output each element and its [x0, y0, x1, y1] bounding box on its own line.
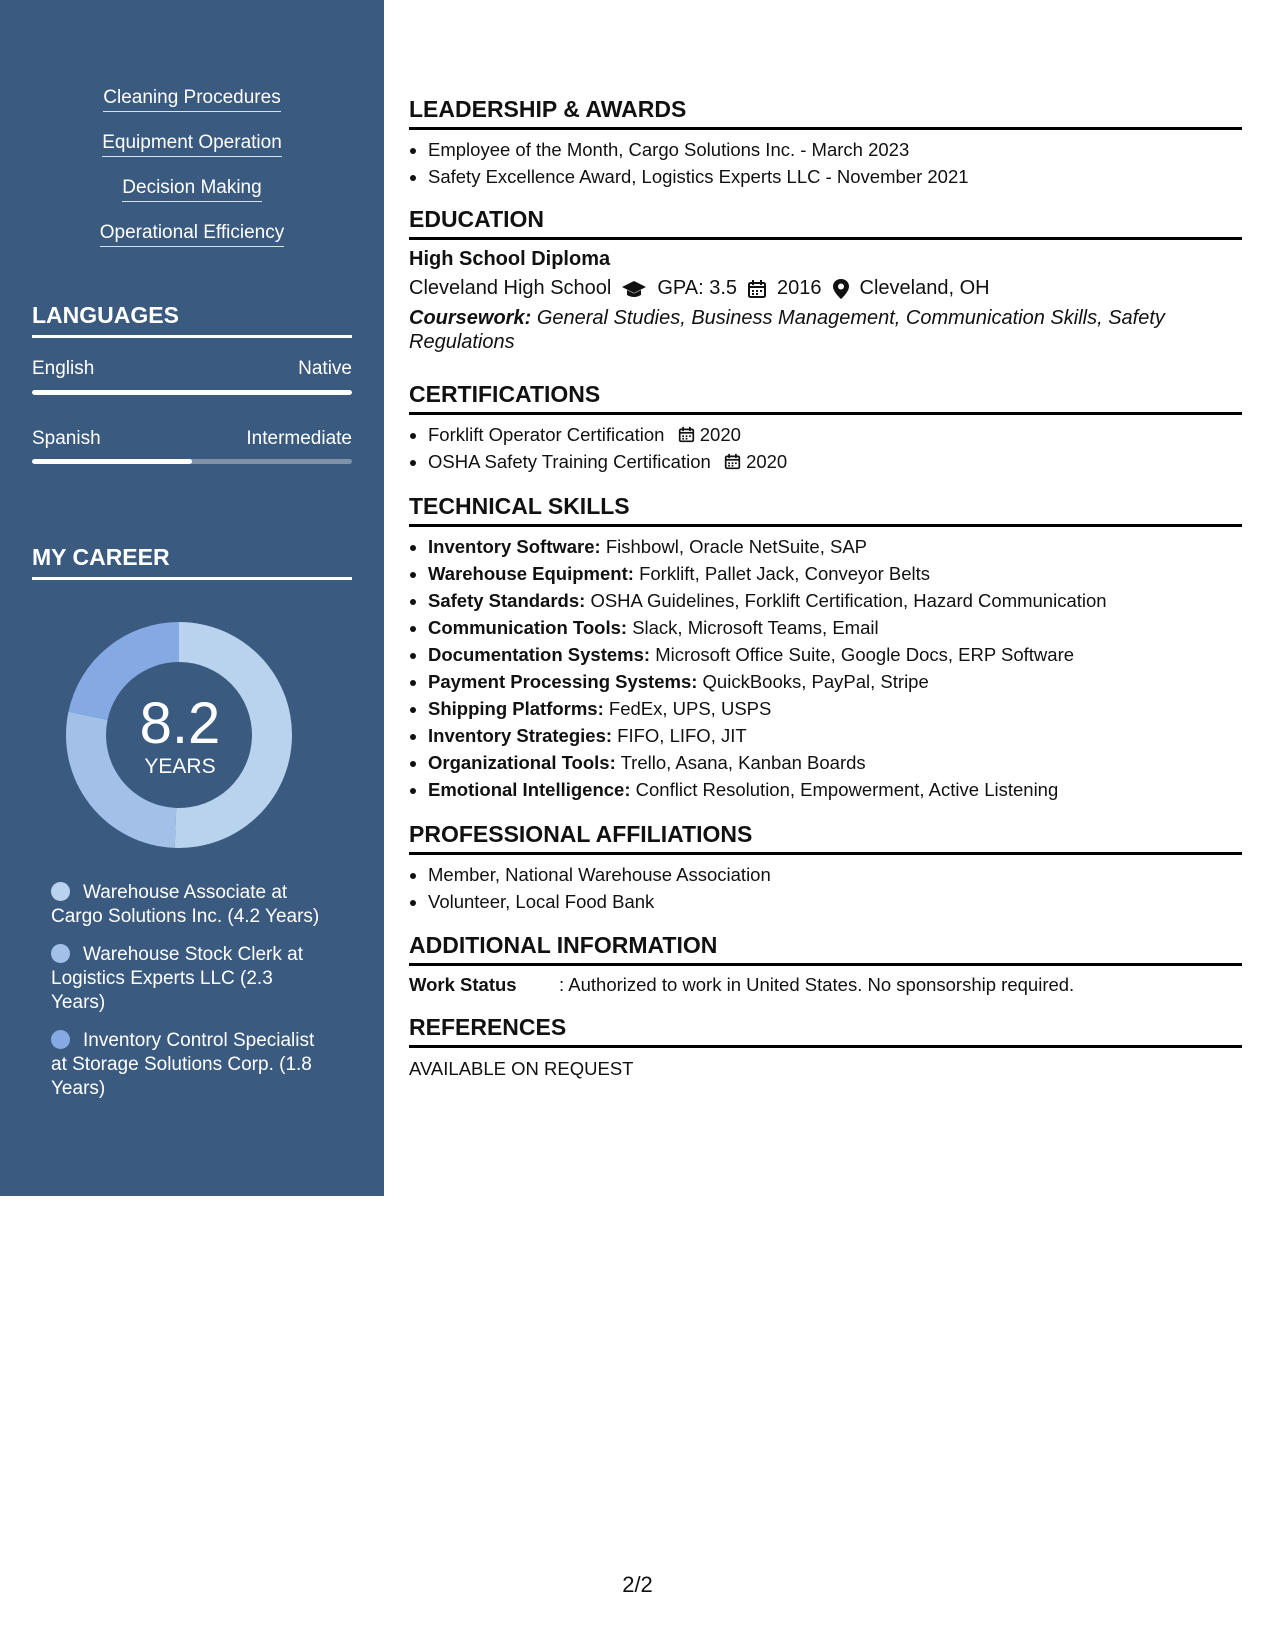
- language-name: Spanish: [32, 428, 101, 449]
- skill-value: Conflict Resolution, Empowerment, Active Listening: [635, 779, 1059, 800]
- additional-info-section: [409, 932, 1242, 996]
- coursework-text: General Studies, Business Management, Communication Skills, Safety Regulations: [409, 307, 1165, 353]
- career-item: [51, 943, 321, 1015]
- career-item: [51, 1029, 321, 1101]
- career-total-years: 8.2: [139, 691, 221, 756]
- language-level: Native: [298, 358, 352, 379]
- education-details: [409, 277, 1242, 300]
- coursework: [409, 306, 1242, 354]
- skills-list: [0, 86, 384, 266]
- list-item: [428, 668, 1242, 695]
- career-item-text: Warehouse Stock Clerk at Logistics Experts LLC (2.3 Years): [51, 944, 303, 1013]
- career-years-label: YEARS: [144, 755, 216, 778]
- skill-value: QuickBooks, PayPal, Stripe: [702, 671, 929, 692]
- cert-name: Forklift Operator Certification: [428, 424, 665, 445]
- skill-value: Forklift, Pallet Jack, Conveyor Belts: [639, 563, 931, 584]
- skill-value: Slack, Microsoft Teams, Email: [632, 617, 879, 638]
- language-row: [32, 428, 352, 450]
- list-item: [428, 641, 1242, 668]
- school-location: Cleveland, OH: [859, 277, 990, 299]
- skill-value: Fishbowl, Oracle NetSuite, SAP: [605, 536, 868, 557]
- list-item: [428, 560, 1242, 587]
- school-name: Cleveland High School: [409, 277, 612, 299]
- legend-dot: [51, 944, 70, 963]
- gpa: GPA: 3.5: [657, 277, 738, 299]
- affiliations-list: [409, 861, 1242, 915]
- location-pin-icon: [832, 278, 850, 300]
- skill-label: Documentation Systems:: [428, 644, 651, 665]
- list-item: • Volunteer, Local Food Bank: [428, 888, 1242, 915]
- section-heading: EDUCATION: [409, 206, 1242, 240]
- skill-label: Inventory Software:: [428, 536, 601, 557]
- cert-name: OSHA Safety Training Certification: [428, 451, 711, 472]
- sidebar: [0, 0, 384, 1196]
- language-bar: [32, 459, 352, 464]
- language-bar-fill: [32, 390, 352, 395]
- skill-tag: Decision Making: [122, 176, 261, 202]
- calendar-icon: [747, 279, 767, 299]
- skill-label: Shipping Platforms:: [428, 698, 604, 719]
- language-row: [32, 358, 352, 380]
- awards-list: [409, 136, 1242, 190]
- list-item: [428, 587, 1242, 614]
- graduation-cap-icon: [621, 279, 647, 299]
- skill-tag: Operational Efficiency: [100, 221, 284, 247]
- education-section: [409, 206, 1242, 354]
- work-status-value: : Authorized to work in United States. No sponsorship required.: [559, 974, 1075, 995]
- career-item: [51, 881, 321, 929]
- list-item: [428, 722, 1242, 749]
- cert-year: 2020: [699, 424, 741, 445]
- list-item: [428, 533, 1242, 560]
- references-section: [409, 1014, 1242, 1080]
- graduation-year: 2016: [777, 277, 822, 299]
- coursework-label: Coursework:: [409, 307, 532, 329]
- language-bar: [32, 390, 352, 395]
- skill-label: Warehouse Equipment:: [428, 563, 634, 584]
- career-item-text: Inventory Control Specialist at Storage Solutions Corp. (1.8 Years): [51, 1030, 315, 1099]
- section-heading: ADDITIONAL INFORMATION: [409, 932, 1242, 966]
- technical-skills-section: [409, 493, 1242, 803]
- career-heading: MY CAREER: [32, 544, 352, 580]
- page-number: 2/2: [622, 1572, 653, 1597]
- career-item-text: Warehouse Associate at Cargo Solutions Inc. (4.2 Years): [51, 882, 320, 927]
- cert-year: 2020: [746, 451, 788, 472]
- list-item: [428, 421, 1242, 448]
- calendar-icon: [678, 426, 695, 443]
- skill-value: FIFO, LIFO, JIT: [617, 725, 747, 746]
- work-status-label: Work Status: [409, 974, 517, 995]
- language-bar-fill: [32, 459, 192, 464]
- legend-dot: [51, 1030, 70, 1049]
- skill-value: FedEx, UPS, USPS: [608, 698, 772, 719]
- list-item: [428, 448, 1242, 475]
- section-heading: TECHNICAL SKILLS: [409, 493, 1242, 527]
- degree: High School Diploma: [409, 248, 611, 270]
- work-status-row: [409, 974, 1242, 996]
- list-item: [428, 749, 1242, 776]
- skill-tag: Cleaning Procedures: [103, 86, 280, 112]
- skill-label: Emotional Intelligence:: [428, 779, 631, 800]
- skill-value: Microsoft Office Suite, Google Docs, ERP Software: [655, 644, 1075, 665]
- language-name: English: [32, 358, 95, 379]
- calendar-icon: [724, 453, 741, 470]
- affiliations-section: [409, 821, 1242, 915]
- skill-label: Payment Processing Systems:: [428, 671, 698, 692]
- list-item: [428, 776, 1242, 803]
- languages-heading: LANGUAGES: [32, 302, 352, 338]
- list-item: [428, 695, 1242, 722]
- skill-label: Organizational Tools:: [428, 752, 616, 773]
- skill-label: Inventory Strategies:: [428, 725, 613, 746]
- list-item: • Safety Excellence Award, Logistics Experts LLC - November 2021: [428, 163, 1242, 190]
- list-item: • Member, National Warehouse Association: [428, 861, 1242, 888]
- section-heading: LEADERSHIP & AWARDS: [409, 96, 1242, 130]
- list-item: [428, 614, 1242, 641]
- section-heading: CERTIFICATIONS: [409, 381, 1242, 415]
- references-text: AVAILABLE ON REQUEST: [409, 1058, 634, 1079]
- certifications-list: [409, 421, 1242, 475]
- language-level: Intermediate: [246, 428, 352, 449]
- leadership-section: [409, 96, 1242, 190]
- skill-label: Communication Tools:: [428, 617, 628, 638]
- certifications-section: [409, 381, 1242, 475]
- skill-tag: Equipment Operation: [102, 131, 282, 157]
- section-heading: PROFESSIONAL AFFILIATIONS: [409, 821, 1242, 855]
- section-heading: REFERENCES: [409, 1014, 1242, 1048]
- list-item: • Employee of the Month, Cargo Solutions Inc. - March 2023: [428, 136, 1242, 163]
- skill-label: Safety Standards:: [428, 590, 586, 611]
- legend-dot: [51, 882, 70, 901]
- technical-skills-list: [409, 533, 1242, 803]
- skill-value: OSHA Guidelines, Forklift Certification, Hazard Communication: [590, 590, 1107, 611]
- skill-value: Trello, Asana, Kanban Boards: [620, 752, 866, 773]
